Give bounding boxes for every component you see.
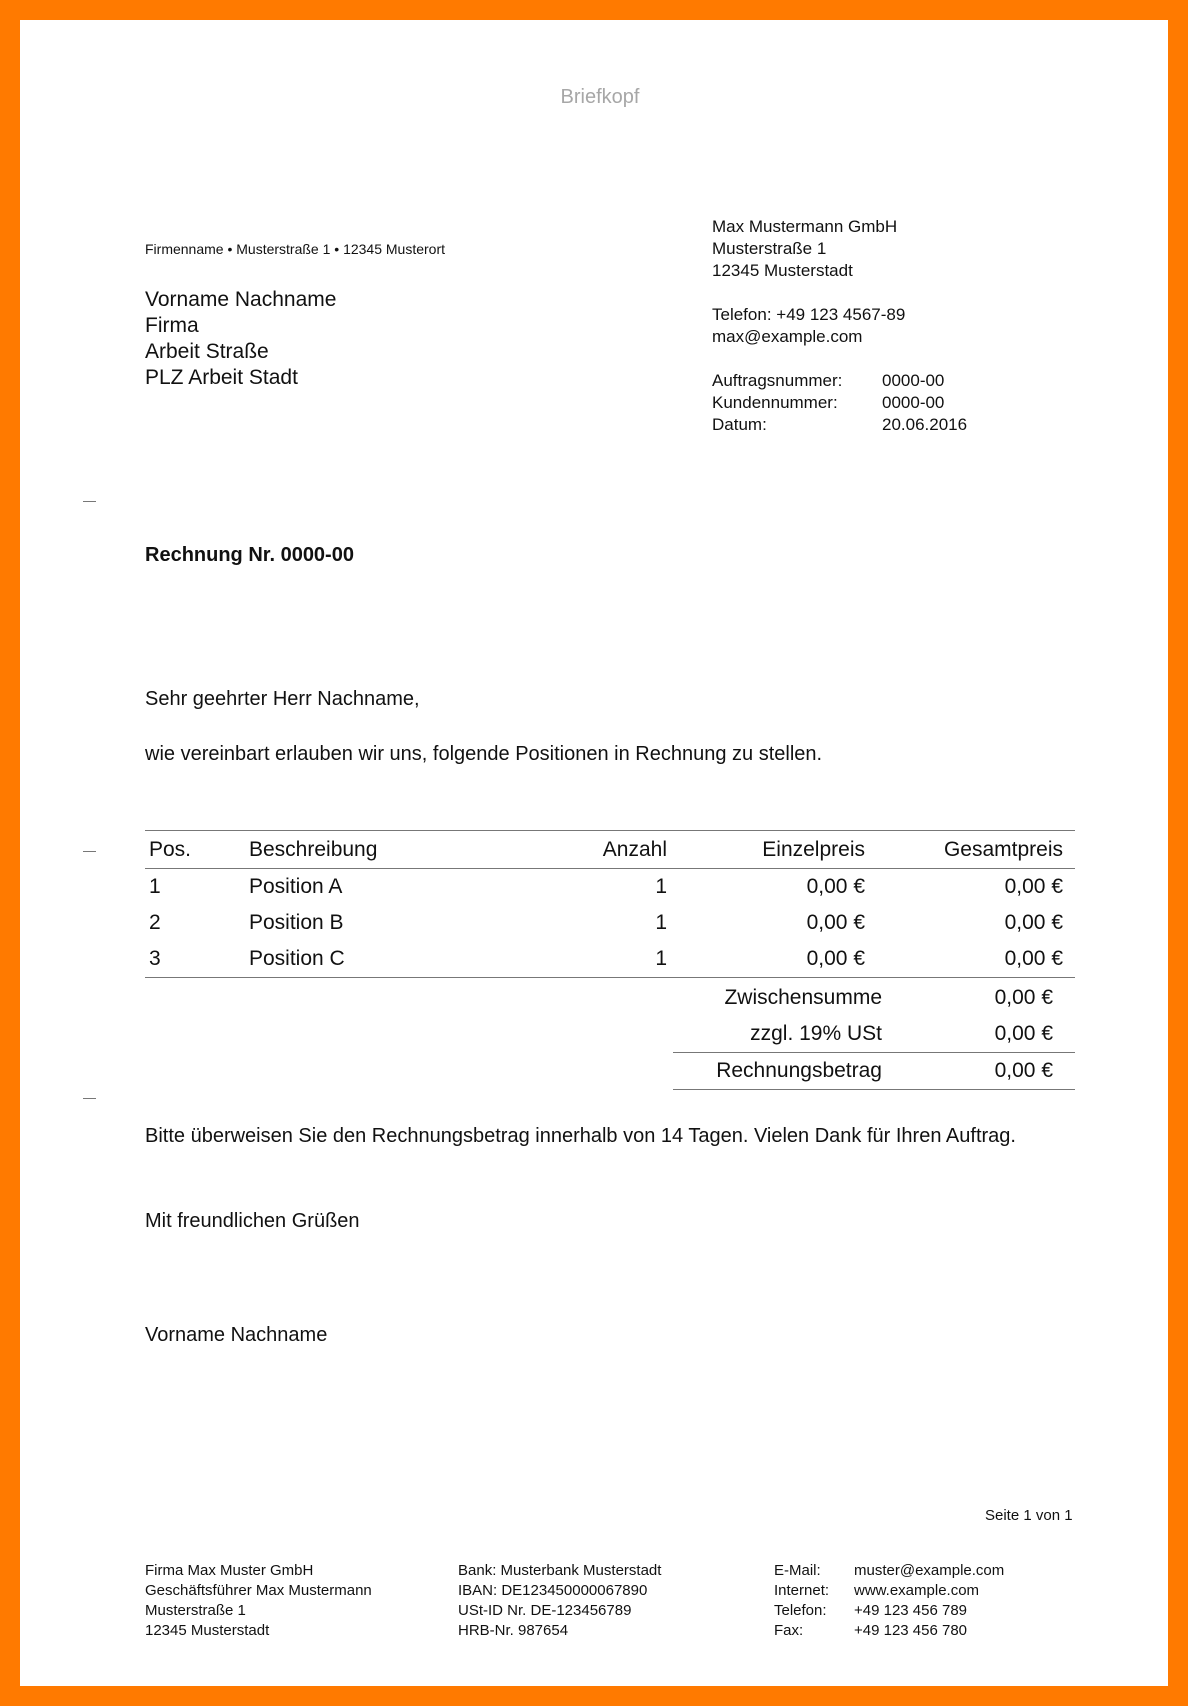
cell-total-price: 0,00 € xyxy=(1004,911,1063,934)
footer-contact-email xyxy=(774,1561,1004,1581)
column-header-total-price: Gesamtpreis xyxy=(943,837,1063,861)
recipient-street: Arbeit Straße xyxy=(145,340,269,363)
cell-unit-price: 0,00 € xyxy=(806,911,865,934)
meta-label: Kundennummer: xyxy=(712,393,838,412)
sender-return-address: Firmenname • Musterstraße 1 • 12345 Musterort xyxy=(145,241,446,257)
footer-line: Geschäftsführer Max Mustermann xyxy=(145,1582,372,1599)
invoice-page xyxy=(20,20,1168,1686)
column-header-pos: Pos. xyxy=(149,837,192,861)
company-phone: Telefon: +49 123 4567-89 xyxy=(712,305,906,324)
column-header-quantity: Anzahl xyxy=(602,837,667,861)
summary-row-vat xyxy=(673,1016,1075,1052)
closing-text: Bitte überweisen Sie den Rechnungsbetrag innerhalb von 14 Tagen. Vielen Dank für Ihren Auftrag. xyxy=(145,1125,1016,1147)
recipient-name: Vorname Nachname xyxy=(145,288,337,311)
recipient-city: PLZ Arbeit Stadt xyxy=(145,366,298,389)
footer-value: muster@example.com xyxy=(854,1562,1005,1579)
recipient-address xyxy=(145,287,336,391)
footer-company xyxy=(145,1561,372,1641)
cell-pos: 3 xyxy=(149,947,161,970)
cell-pos: 2 xyxy=(149,911,161,934)
positions-table xyxy=(145,830,1075,978)
invoice-title: Rechnung Nr. 0000-00 xyxy=(145,544,354,566)
summary-row-subtotal xyxy=(673,980,1075,1016)
company-name: Max Mustermann GmbH xyxy=(712,217,898,236)
table-row xyxy=(145,869,1075,905)
summary-label: Zwischensumme xyxy=(724,986,882,1009)
meta-value: 0000-00 xyxy=(882,393,945,412)
fold-mark-punch xyxy=(83,851,96,852)
salutation: Sehr geehrter Herr Nachname, xyxy=(145,688,420,710)
meta-customer-number xyxy=(712,392,967,414)
table-row xyxy=(145,941,1075,978)
summary-row-total xyxy=(673,1052,1075,1090)
company-city: 12345 Musterstadt xyxy=(712,261,853,280)
footer-contact xyxy=(774,1561,1004,1641)
fold-mark-top xyxy=(83,501,96,502)
summary-label: Rechnungsbetrag xyxy=(716,1059,882,1082)
cell-total-price: 0,00 € xyxy=(1004,875,1063,898)
cell-pos: 1 xyxy=(149,875,161,898)
summary-value: 0,00 € xyxy=(994,1059,1053,1082)
meta-label: Auftragsnummer: xyxy=(712,371,843,390)
fold-mark-bottom xyxy=(83,1098,96,1099)
signature-name: Vorname Nachname xyxy=(145,1324,328,1346)
cell-description: Position B xyxy=(249,911,344,934)
meta-order-number xyxy=(712,370,967,392)
cell-total-price: 0,00 € xyxy=(1004,947,1063,970)
footer-contact-phone xyxy=(774,1601,1004,1621)
table-header xyxy=(145,830,1075,869)
footer-bank xyxy=(458,1561,661,1641)
cell-quantity: 1 xyxy=(655,947,667,970)
meta-label: Datum: xyxy=(712,415,767,434)
footer-contact-fax xyxy=(774,1621,1004,1641)
summary-value: 0,00 € xyxy=(994,986,1053,1009)
cell-quantity: 1 xyxy=(655,911,667,934)
meta-value: 20.06.2016 xyxy=(882,415,968,434)
footer-line: USt-ID Nr. DE-123456789 xyxy=(458,1602,632,1619)
cell-quantity: 1 xyxy=(655,875,667,898)
footer-label: Internet: xyxy=(774,1582,830,1599)
company-street: Musterstraße 1 xyxy=(712,239,827,258)
summary-value: 0,00 € xyxy=(994,1022,1053,1045)
regards: Mit freundlichen Grüßen xyxy=(145,1210,360,1232)
company-email: max@example.com xyxy=(712,327,863,346)
footer-label: Telefon: xyxy=(774,1602,827,1619)
cell-description: Position A xyxy=(249,875,343,898)
footer-line: HRB-Nr. 987654 xyxy=(458,1622,569,1639)
footer-value: +49 123 456 789 xyxy=(854,1602,968,1619)
letterhead: Briefkopf xyxy=(560,86,640,108)
summary-label: zzgl. 19% USt xyxy=(750,1022,882,1045)
meta-date xyxy=(712,414,967,436)
meta-value: 0000-00 xyxy=(882,371,945,390)
footer-label: E-Mail: xyxy=(774,1562,821,1579)
cell-description: Position C xyxy=(249,947,345,970)
footer-value: www.example.com xyxy=(854,1582,980,1599)
cell-unit-price: 0,00 € xyxy=(806,875,865,898)
recipient-company: Firma xyxy=(145,314,199,337)
footer-line: Bank: Musterbank Musterstadt xyxy=(458,1562,662,1579)
table-row xyxy=(145,905,1075,941)
cell-unit-price: 0,00 € xyxy=(806,947,865,970)
footer-line: Musterstraße 1 xyxy=(145,1602,246,1619)
intro-text: wie vereinbart erlauben wir uns, folgende Positionen in Rechnung zu stellen. xyxy=(145,743,823,765)
page-number: Seite 1 von 1 xyxy=(985,1507,1073,1524)
footer-line: 12345 Musterstadt xyxy=(145,1622,270,1639)
company-info xyxy=(712,216,967,436)
summary-table xyxy=(673,980,1075,1090)
footer-value: +49 123 456 780 xyxy=(854,1622,968,1639)
footer-label: Fax: xyxy=(774,1622,804,1639)
footer-line: Firma Max Muster GmbH xyxy=(145,1562,314,1579)
footer-line: IBAN: DE123450000067890 xyxy=(458,1582,648,1599)
column-header-description: Beschreibung xyxy=(249,837,378,861)
column-header-unit-price: Einzelpreis xyxy=(762,837,865,861)
footer-contact-internet xyxy=(774,1581,1004,1601)
